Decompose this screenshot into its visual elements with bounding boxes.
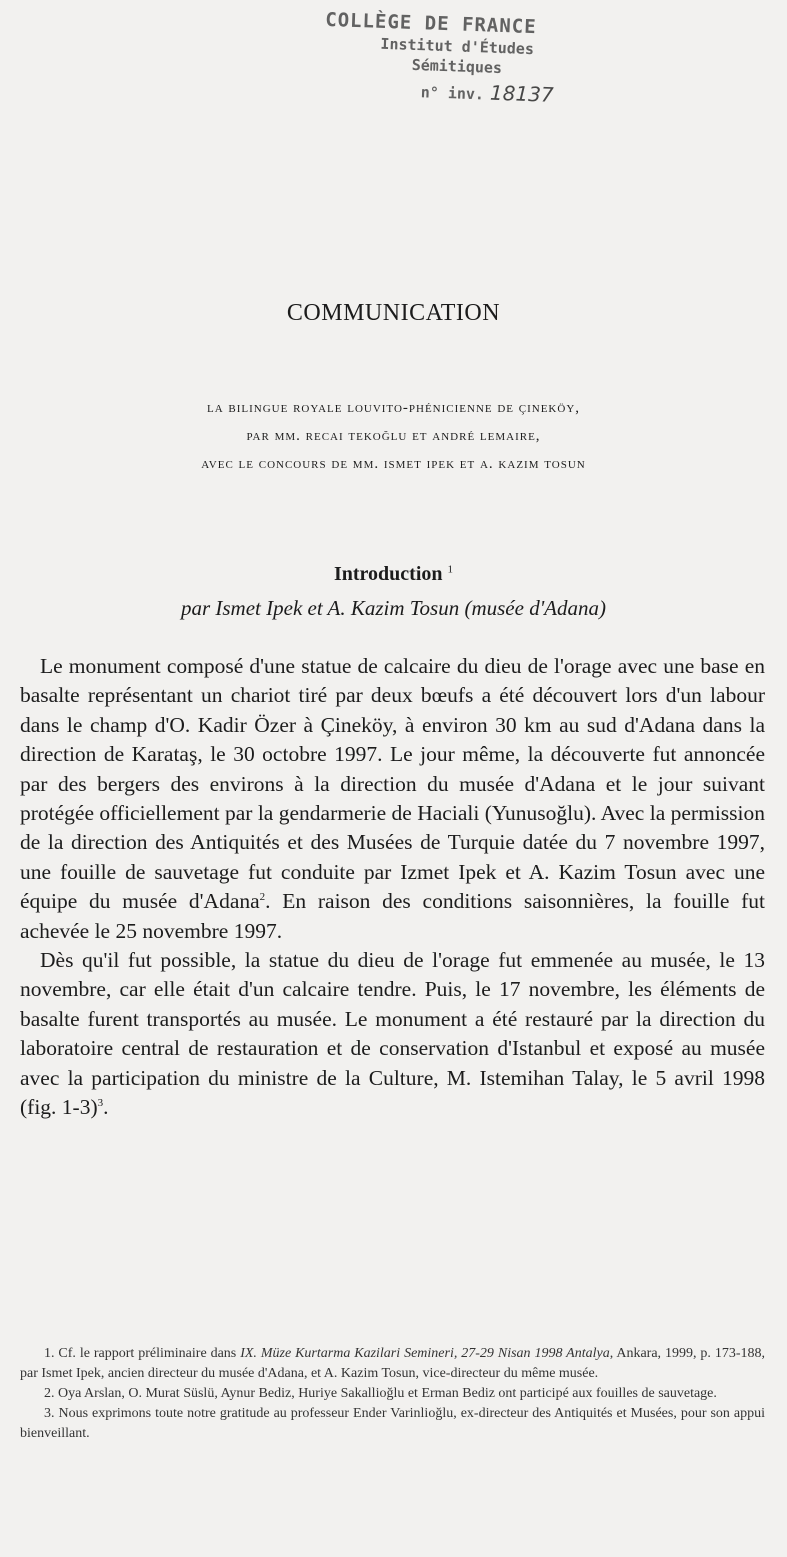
paragraph-1-end: . En raison des conditions saisonnières, la fouille fut achevée le 25 novembre 1997. — [20, 889, 765, 943]
footnote-1-rest: , Ankara, 1999, p. 173-188, par Ismet Ipek, ancien directeur du musée d'Adana, et A. Kazim Tosun, vice-directeur du même musée. — [20, 1346, 766, 1381]
footnote-1 — [20, 1344, 765, 1384]
stamp-line-2: Institut d'Études — [380, 34, 535, 59]
footnote-ref-2: 2 — [259, 891, 266, 904]
footnote-ref-3: 3 — [97, 1096, 104, 1109]
footnote-1-text: 1. Cf. le rapport préliminaire dans — [44, 1346, 241, 1361]
stamp-line-3: Sémitiques — [411, 55, 503, 78]
footnote-2: 2. Oya Arslan, O. Murat Süslü, Aynur Bediz, Huriye Sakallioğlu et Erman Bediz ont participé aux fouilles de sauvetage. — [44, 1386, 717, 1401]
footnote-ref-1: 1 — [447, 563, 454, 576]
page-title: COMMUNICATION — [286, 300, 501, 326]
article-subtitle — [0, 394, 787, 478]
paragraph-2-end: . — [103, 1095, 109, 1120]
paragraph-1 — [20, 652, 765, 946]
stamp-inventory-number: 18137 — [489, 80, 555, 107]
subtitle-line-2: par mm. recai tekoğlu et andré lemaire, — [246, 428, 541, 444]
stamp-line-4 — [420, 78, 621, 109]
subtitle-line-3: avec le concours de mm. ismet ipek et a. kazim tosun — [201, 456, 586, 472]
footnote-3: 3. Nous exprimons toute notre gratitude au professeur Ender Varinlioğlu, ex-directeur des Antiquités et Musées, pour son appui bienveillant. — [20, 1406, 765, 1441]
footnotes — [20, 1344, 765, 1444]
library-stamp — [321, 9, 624, 109]
paragraph-1-text: Le monument composé d'une statue de calcaire du dieu de l'orage avec une base en basalte représentant un chariot tiré par deux bœufs a été découvert lors d'un labour dans le champ d'O. Kadir Özer à Çineköy, à environ 30 km au sud d'Adana dans la direction de Karataş, le 30 octobre 1997. Le jour même, la découverte fut annoncée par des bergers des environs à la direction du musée d'Adana et le jour suivant protégée officiellement par la gendarmerie de Haciali (Yunusoğlu). Avec la permission de la direction des Antiquités et des Musées de Turquie datée du 7 novembre 1997, une fouille de sauvetage fut conduite par Izmet Ipek et A. Kazim Tosun avec une équipe du musée d'Adana — [20, 654, 765, 914]
body-text — [20, 652, 765, 1123]
section-heading-text: Introduction — [333, 563, 443, 585]
paragraph-2 — [20, 946, 765, 1122]
stamp-inventory-label: n° inv. — [420, 83, 485, 104]
footnote-1-title: IX. Müze Kurtarma Kazilari Semineri, 27-29 Nisan 1998 Antalya — [240, 1346, 610, 1361]
section-byline: par Ismet Ipek et A. Kazim Tosun (musée d'Adana) — [180, 596, 607, 620]
stamp-line-1: COLLÈGE DE FRANCE — [324, 8, 538, 39]
subtitle-line-1: la bilingue royale louvito-phénicienne de çineköy, — [206, 400, 581, 416]
paragraph-2-text: Dès qu'il fut possible, la statue du dieu de l'orage fut emmenée au musée, le 13 novembre, car elle était d'un calcaire tendre. Puis, le 17 novembre, les éléments de basalte furent transportés au musée. Le monument a été restauré par la direction du laboratoire central de restauration et de conservation d'Istanbul et exposé au musée avec la participation du ministre de la Culture, M. Istemihan Talay, le 5 avril 1998 (fig. 1-3) — [20, 948, 765, 1120]
section-heading — [0, 563, 787, 586]
